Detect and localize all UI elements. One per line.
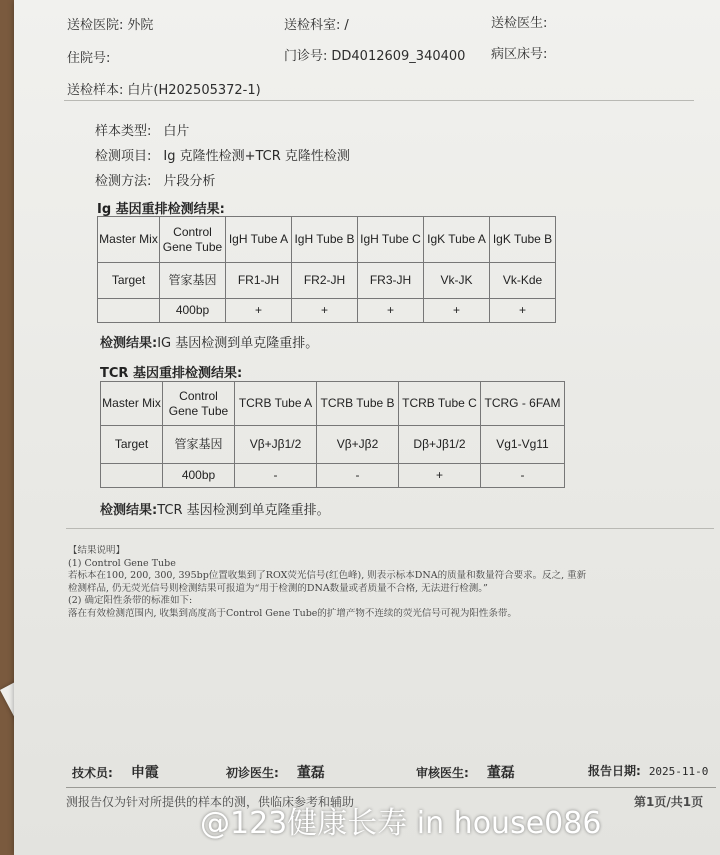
tcr-header-row bbox=[101, 382, 565, 426]
tcr-target-cell: Vβ+Jβ2 bbox=[317, 426, 399, 464]
sample-value: 白片(H202505372-1) bbox=[127, 83, 261, 98]
doctor-label: 送检医生: bbox=[491, 16, 548, 31]
tcr-result-cell: - bbox=[317, 464, 399, 488]
outpatient-label: 门诊号: bbox=[284, 49, 328, 64]
initial-doctor-field bbox=[226, 762, 325, 782]
test-item-label: 检测项目: bbox=[95, 149, 152, 164]
ig-conclusion bbox=[100, 332, 318, 351]
ig-header-cell: IgH Tube C bbox=[358, 217, 424, 263]
method-label: 检测方法: bbox=[95, 174, 152, 189]
tcr-target-row bbox=[101, 426, 565, 464]
department-value: / bbox=[344, 18, 349, 33]
tcr-header-cell: TCRB Tube C bbox=[399, 382, 481, 426]
hospital-field bbox=[67, 14, 153, 33]
test-item-value: Ig 克隆性检测+TCR 克隆性检测 bbox=[163, 149, 350, 164]
ig-section-title: Ig 基因重排检测结果: bbox=[97, 202, 225, 217]
sample-type-row bbox=[95, 120, 189, 139]
ig-header-cell: Master Mix bbox=[98, 217, 160, 263]
initial-doctor-value: 董磊 bbox=[296, 765, 325, 781]
sample-label: 送检样本: bbox=[67, 83, 124, 98]
outpatient-value: DD4012609_340400 bbox=[331, 49, 466, 64]
ig-header-cell: IgH Tube B bbox=[292, 217, 358, 263]
method-value: 片段分析 bbox=[163, 174, 216, 189]
tcr-conclusion bbox=[100, 499, 330, 518]
department-field bbox=[284, 14, 349, 33]
ig-result-table bbox=[97, 216, 556, 323]
initial-doctor-label: 初诊医生: bbox=[226, 766, 279, 780]
technician-label: 技术员: bbox=[72, 766, 113, 780]
report-date-label: 报告日期: bbox=[588, 764, 641, 778]
ig-header-cell: IgK Tube B bbox=[490, 217, 556, 263]
ig-result-cell: + bbox=[424, 299, 490, 323]
result-notes bbox=[68, 545, 708, 620]
tcr-result-cell bbox=[101, 464, 163, 488]
ig-target-cell: FR3-JH bbox=[358, 263, 424, 299]
sample-type-label: 样本类型: bbox=[95, 124, 152, 139]
tcr-conclusion-label: 检测结果: bbox=[100, 503, 158, 518]
ig-target-row bbox=[98, 263, 556, 299]
department-label: 送检科室: bbox=[284, 18, 341, 33]
doctor-field bbox=[491, 12, 547, 31]
tcr-result-cell: 400bp bbox=[163, 464, 235, 488]
notes-title: 【结果说明】 bbox=[68, 545, 126, 556]
ig-result-cell: 400bp bbox=[160, 299, 226, 323]
report-date-value: 2025-11-0 bbox=[648, 765, 709, 778]
ig-result-cell: + bbox=[226, 299, 292, 323]
header-divider bbox=[64, 100, 694, 101]
footer-divider bbox=[66, 787, 716, 788]
technician-value: 申霞 bbox=[130, 765, 159, 781]
ig-target-cell: FR1-JH bbox=[226, 263, 292, 299]
hospital-label: 送检医院: bbox=[67, 18, 124, 33]
ig-result-cell: + bbox=[490, 299, 556, 323]
ig-target-cell: Vk-JK bbox=[424, 263, 490, 299]
page-number: 第1页/共1页 bbox=[634, 795, 704, 809]
tcr-section-title: TCR 基因重排检测结果: bbox=[100, 366, 243, 381]
notes-line: (2) 确定阳性条带的标准如下: bbox=[68, 595, 193, 606]
review-doctor-label: 审核医生: bbox=[416, 766, 469, 780]
ig-target-cell: 管家基因 bbox=[160, 263, 226, 299]
watermark: @123健康长寿 in house086 bbox=[200, 806, 602, 841]
technician-field bbox=[72, 762, 159, 782]
ig-result-cell: + bbox=[358, 299, 424, 323]
footer-disclaimer: 测报告仅为针对所提供的样本的测，供临床参考和辅助 bbox=[66, 795, 355, 809]
tcr-conclusion-value: TCR 基因检测到单克隆重排。 bbox=[157, 503, 330, 518]
inpatient-field bbox=[67, 47, 110, 66]
tcr-result-cell: - bbox=[235, 464, 317, 488]
tcr-target-cell: Target bbox=[101, 426, 163, 464]
ward-field bbox=[491, 43, 547, 62]
ward-label: 病区床号: bbox=[491, 47, 548, 62]
ig-header-cell: IgK Tube A bbox=[424, 217, 490, 263]
outpatient-field bbox=[284, 45, 465, 64]
tcr-header-cell: TCRB Tube A bbox=[235, 382, 317, 426]
hospital-value: 外院 bbox=[127, 18, 154, 33]
ig-target-cell: FR2-JH bbox=[292, 263, 358, 299]
tcr-target-cell: Vg1-Vg11 bbox=[481, 426, 565, 464]
ig-target-cell: Vk-Kde bbox=[490, 263, 556, 299]
tcr-result-row bbox=[101, 464, 565, 488]
report-date-field bbox=[588, 762, 708, 779]
ig-header-row bbox=[98, 217, 556, 263]
test-item-row bbox=[95, 145, 350, 164]
ig-conclusion-value: IG 基因检测到单克隆重排。 bbox=[157, 336, 319, 351]
tcr-result-cell: + bbox=[399, 464, 481, 488]
review-doctor-field bbox=[416, 762, 515, 782]
sample-type-value: 白片 bbox=[163, 124, 190, 139]
tcr-result-cell: - bbox=[481, 464, 565, 488]
tcr-target-cell: Vβ+Jβ1/2 bbox=[235, 426, 317, 464]
tcr-header-cell: Master Mix bbox=[101, 382, 163, 426]
tcr-target-cell: Dβ+Jβ1/2 bbox=[399, 426, 481, 464]
ig-header-cell: IgH Tube A bbox=[226, 217, 292, 263]
tcr-header-cell: TCRG - 6FAM bbox=[481, 382, 565, 426]
ig-target-cell: Target bbox=[98, 263, 160, 299]
method-row bbox=[95, 170, 215, 189]
inpatient-label: 住院号: bbox=[67, 51, 111, 66]
notes-line: 落在有效检测范围内, 收集到高度高于Control Gene Tube的扩增产物不连续的荧光信号可视为阳性条带。 bbox=[68, 607, 517, 619]
report-page bbox=[14, 0, 720, 855]
ig-result-cell: + bbox=[292, 299, 358, 323]
tcr-header-cell: TCRB Tube B bbox=[317, 382, 399, 426]
review-doctor-value: 董磊 bbox=[486, 765, 515, 781]
ig-result-cell bbox=[98, 299, 160, 323]
tcr-result-table bbox=[100, 381, 565, 488]
notes-divider bbox=[66, 528, 714, 529]
ig-conclusion-label: 检测结果: bbox=[100, 336, 158, 351]
tcr-target-cell: 管家基因 bbox=[163, 426, 235, 464]
ig-header-cell: Control Gene Tube bbox=[160, 217, 226, 263]
tcr-header-cell: Control Gene Tube bbox=[163, 382, 235, 426]
notes-line: (1) Control Gene Tube bbox=[68, 557, 176, 569]
ig-result-row bbox=[98, 299, 556, 323]
sample-field bbox=[67, 79, 261, 98]
notes-line: 检测样品, 仍无荧光信号则检测结果可报道为“用于检测的DNA数量或者质量不合格, 无法进行检测。” bbox=[68, 582, 488, 594]
notes-line: 若标本在100, 200, 300, 395bp位置收集到了ROX荧光信号(红色峰), 则表示标本DNA的质量和数量符合要求。反之, 重新 bbox=[68, 570, 587, 581]
